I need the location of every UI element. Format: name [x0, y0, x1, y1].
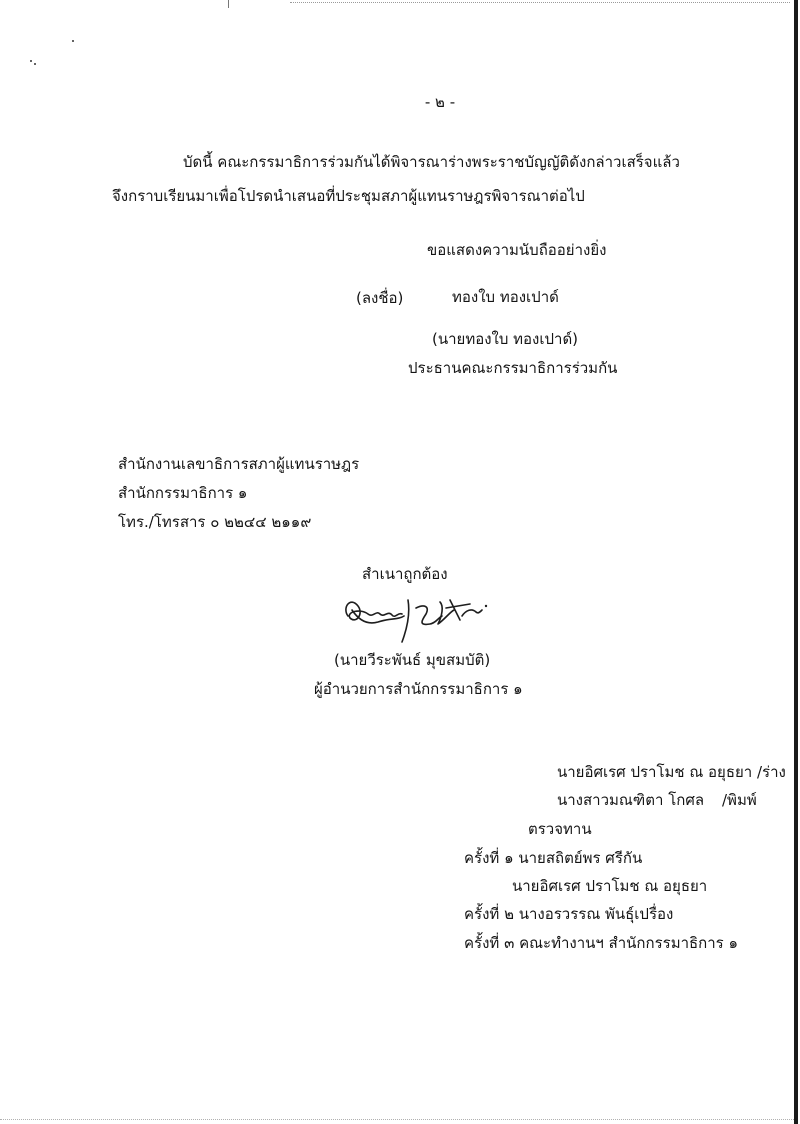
body-line-2: จึงกราบเรียนมาเพื่อโปรดนำเสนอที่ประชุมสภาผู้แทนราษฎรพิจารณาต่อไป: [112, 187, 585, 205]
certifier-name: (นายวีระพันธ์ มุขสมบัติ): [334, 651, 491, 669]
scan-mark-top: [228, 0, 229, 8]
scan-edge-top: [290, 2, 790, 3]
review-round-3: ครั้งที่ ๓ คณะทำงานฯ สำนักกรรมาธิการ ๑: [464, 934, 739, 952]
signed-name: ทองใบ ทองเปาด์: [452, 288, 559, 306]
typist-name: นางสาวมณฑิตา โกศล: [557, 791, 705, 809]
certification-label: สำเนาถูกต้อง: [362, 565, 448, 583]
office-name: สำนักงานเลขาธิการสภาผู้แทนราษฎร: [118, 455, 360, 473]
handwritten-signature: [338, 586, 490, 648]
review-round-1-second: นายอิศเรศ ปราโมช ณ อยุธยา: [512, 877, 708, 895]
scan-speck: [72, 40, 74, 42]
signed-label: (ลงชื่อ): [356, 289, 404, 307]
signatory-full-name: (นายทองใบ ทองเปาด์): [432, 330, 579, 348]
review-round-1: ครั้งที่ ๑ นายสถิตย์พร ศรีกัน: [464, 849, 643, 867]
scan-edge-bottom: [0, 1119, 794, 1120]
office-phone: โทร./โทรสาร ๐ ๒๒๔๔ ๒๑๑๙: [118, 513, 312, 531]
review-label: ตรวจทาน: [528, 820, 592, 838]
drafter-credit: นายอิศเรศ ปราโมช ณ อยุธยา /ร่าง: [557, 763, 786, 781]
certifier-position: ผู้อำนวยการสำนักกรรมาธิการ ๑: [314, 680, 523, 698]
office-department: สำนักกรรมาธิการ ๑: [118, 484, 248, 502]
scan-speck: [30, 60, 32, 62]
typist-role: /พิมพ์: [722, 791, 757, 809]
signatory-position: ประธานคณะกรรมาธิการร่วมกัน: [408, 359, 618, 377]
scan-edge-right: [794, 0, 798, 1124]
review-round-2: ครั้งที่ ๒ นางอรวรรณ พันธุ์เปรื่อง: [464, 905, 674, 923]
closing-text: ขอแสดงความนับถืออย่างยิ่ง: [427, 241, 607, 259]
body-line-1: บัดนี้ คณะกรรมาธิการร่วมกันได้พิจารณาร่างพระราชบัญญัติดังกล่าวเสร็จแล้ว: [183, 153, 680, 171]
scan-speck: [34, 63, 36, 65]
page-number: - ๒ -: [424, 93, 456, 111]
